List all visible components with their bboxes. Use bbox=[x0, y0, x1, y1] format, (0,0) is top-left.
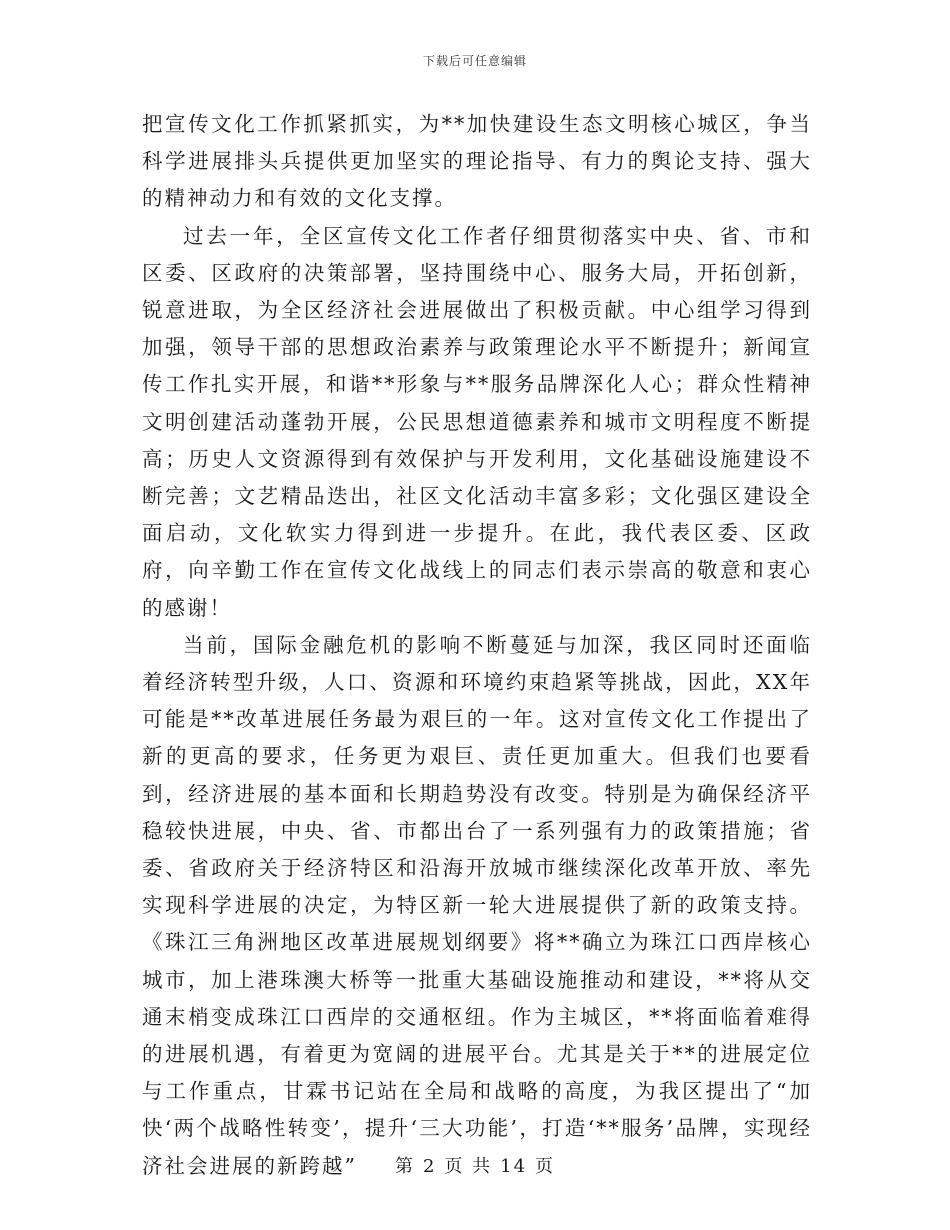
body-text bbox=[142, 106, 812, 1185]
footer-prefix: 第 bbox=[394, 1156, 415, 1177]
paragraph-continuation: 把宣传文化工作抓紧抓实，为**加快建设生态文明核心城区，争当科学进展排头兵提供更加坚实的理论指导、有力的舆论支持、强大的精神动力和有效的文化支撑。 bbox=[142, 112, 812, 211]
header-note: 下载后可任意编辑 bbox=[422, 54, 527, 68]
footer-suffix: 页 bbox=[535, 1156, 556, 1177]
footer-middle: 页 共 bbox=[444, 1156, 493, 1177]
paragraph-current-situation: 当前，国际金融危机的影响不断蔓延与加深，我区同时还面临着经济转型升级，人口、资源和环境约束趋紧等挑战，因此，XX年可能是**改革进展任务最为艰巨的一年。这对宣传文化工作提出了新的更高的要求，任务更为艰巨、责任更加重大。但我们也要看到，经济进展的基本面和长期趋势没有改变。特别是为确保经济平稳较快进展，中央、省、市都出台了一系列强有力的政策措施；省委、省政府关于经济特区和沿海开放城市继续深化改革开放、率先实现科学进展的决定，为特区新一轮大进展提供了新的政策支持。《珠江三角洲地区改革进展规划纲要》将**确立为珠江口西岸核心城市，加上港珠澳大桥等一批重大基础设施推动和建设，**将从交通末梢变成珠江口西岸的交通枢纽。作为主城区，**将面临着难得的进展机遇，有着更为宽阔的进展平台。尤其是关于**的进展定位与工作重点，甘霖书记站在全局和战略的高度，为我区提出了“加快‘两个战略性转变’，提升‘三大功能’，打造‘**服务’品牌，实现经济社会进展的新跨越” bbox=[142, 632, 812, 1178]
paragraph-review: 过去一年，全区宣传文化工作者仔细贯彻落实中央、省、市和区委、区政府的决策部署，坚持围绕中心、服务大局，开拓创新，锐意进取，为全区经济社会进展做出了积极贡献。中心组学习得到加强，领导干部的思想政治素养与政策理论水平不断提升；新闻宣传工作扎实开展，和谐**形象与**服务品牌深化人心；群众性精神文明创建活动蓬勃开展，公民思想道德素养和城市文明程度不断提高；历史人文资源得到有效保护与开发利用，文化基础设施建设不断完善；文艺精品迭出，社区文化活动丰富多彩；文化强区建设全面启动，文化软实力得到进一步提升。在此，我代表区委、区政府，向辛勤工作在宣传文化战线上的同志们表示崇高的敬意和衷心的感谢！ bbox=[142, 223, 812, 620]
footer-page-number: 2 bbox=[422, 1156, 437, 1177]
page-footer bbox=[0, 1152, 950, 1178]
footer-total-pages: 14 bbox=[500, 1156, 528, 1177]
